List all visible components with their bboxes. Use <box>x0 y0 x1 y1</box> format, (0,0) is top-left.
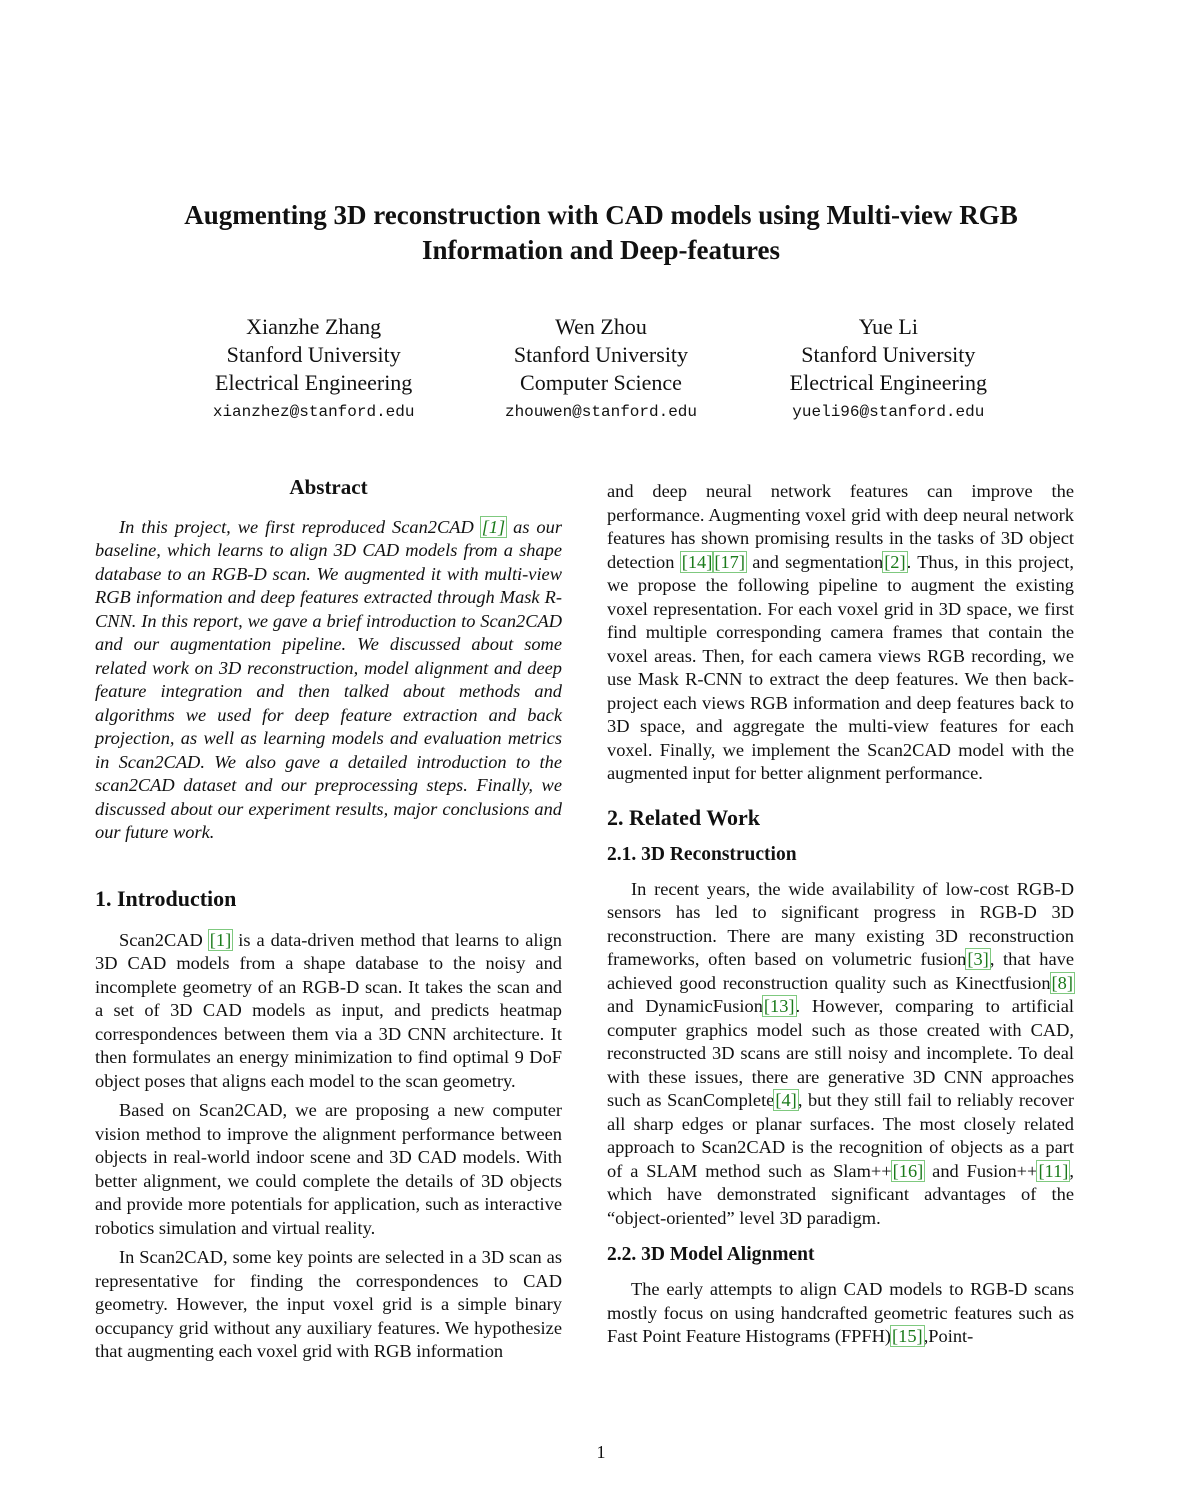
text-part: , that have achieved good reconstruction quality such as Kinectfusion <box>607 949 1074 993</box>
citation-link[interactable]: [14] <box>681 551 713 572</box>
text-part: is a data-driven method that learns to align 3D CAD models from a shape database to the noisy and incomplete geometry of an RGB-D scan. It takes the scan and a set of 3D CAD models as input, and predicts heatmap correspondences between them via a 3D CNN architecture. It then formulates an energy minimization to find optimal 9 DoF object poses that aligns each model to the scan geometry. <box>95 929 562 1091</box>
text-part: and Fusion++ <box>924 1160 1038 1181</box>
text-part: , which have demonstrated significant advantages of the “object-oriented” level 3D paradigm. <box>607 1160 1075 1228</box>
citation-link[interactable]: [3] <box>967 949 989 969</box>
section-heading-introduction: 1. Introduction <box>95 885 237 911</box>
citation-link[interactable]: [13] <box>763 996 795 1016</box>
citation-link[interactable]: [1] <box>209 929 232 950</box>
author-name: Xianzhe Zhang <box>246 314 382 339</box>
related-paragraph-1 <box>607 878 1074 1231</box>
text-part: ,Point- <box>923 1326 974 1346</box>
right-column <box>607 472 1074 1355</box>
citation-link[interactable]: [4] <box>775 1090 797 1110</box>
subsection-heading-3d-reconstruction: 2.1. 3D Reconstruction <box>607 843 797 865</box>
author-department: Electrical Engineering <box>215 370 413 395</box>
text-part: and deep neural network features can improve the performance. Augmenting voxel grid with deep neural network features has shown promising results in the tasks of 3D object detection <box>607 481 1074 572</box>
citation-link[interactable]: [11] <box>1038 1160 1069 1181</box>
citation-link[interactable]: [16] <box>892 1160 924 1181</box>
author-email: zhouwen@stanford.edu <box>504 403 697 421</box>
author-department: Electrical Engineering <box>789 370 987 395</box>
author-name: Wen Zhou <box>555 314 647 339</box>
paper-title <box>120 198 1082 268</box>
author-affiliation: Stanford University <box>513 342 689 367</box>
abstract-text <box>95 516 562 845</box>
related-paragraph-2 <box>607 1278 1074 1349</box>
section-heading-related-work: 2. Related Work <box>607 804 760 830</box>
text-part: and DynamicFusion <box>607 996 763 1016</box>
author-affiliation: Stanford University <box>801 342 976 367</box>
left-column <box>95 472 562 1370</box>
intro-paragraph-3-continued <box>607 480 1074 786</box>
text-part: . However, comparing to artificial computer graphics model such as those created with CAD, reconstructed 3D scans are still noisy and incomplete. To deal with these issues, there are generative 3D CNN approaches such as ScanComplete <box>607 996 1074 1110</box>
author-name: Yue Li <box>858 314 918 339</box>
title-line-2: Information and Deep-features <box>422 235 780 265</box>
author-email: xianzhez@stanford.edu <box>212 403 415 421</box>
text-part: In recent years, the wide availability of low-cost RGB-D sensors has led to significant progress in RGB-D 3D reconstruction. There are many existing 3D reconstruction frameworks, often based on volumetric fusion <box>607 878 1074 969</box>
text-part: and segmentation <box>745 551 884 572</box>
citation-link[interactable]: [1] <box>481 516 506 537</box>
page-number: 1 <box>596 1442 606 1462</box>
author-3 <box>745 313 1032 427</box>
abstract-text-part: In this project, we first reproduced Scan2CAD <box>119 516 481 537</box>
citation-link[interactable]: [8] <box>1051 972 1073 993</box>
text-part: The early attempts to align CAD models to RGB-D scans mostly focus on using handcrafted geometric features such as Fast Point Feature Histograms (FPFH) <box>607 1279 1074 1346</box>
author-email: yueli96@stanford.edu <box>792 403 985 421</box>
abstract-text-part: as our baseline, which learns to align 3D CAD models from a shape database to an RGB-D scan. We augmented it with multi-view RGB information and deep features extracted through Mask R-CNN. In this report, we gave a brief introduction to Scan2CAD and our augmentation pipeline. We discussed about some related work on 3D reconstruction, model alignment and deep feature integration and then talked about methods and algorithms we used for deep feature extraction and back projection, as well as learning models and evaluation metrics in Scan2CAD. We also gave a detailed introduction to the scan2CAD dataset and our preprocessing steps. Finally, we discussed about our experiment results, major conclusions and our future work. <box>95 516 562 842</box>
title-line-1: Augmenting 3D reconstruction with CAD models using Multi-view RGB <box>184 200 1018 230</box>
author-block <box>170 313 1032 427</box>
text-part: . Thus, in this project, we propose the following pipeline to augment the existing voxel representation. For each voxel grid in 3D space, we first find multiple corresponding camera frames that contain the voxel areas. Then, for each camera views RGB recording, we use Mask R-CNN to extract the deep features. We then back-project each views RGB information and deep features back to 3D space, and aggregate the multi-view features for each voxel. Finally, we implement the Scan2CAD model with the augmented input for better alignment performance. <box>607 551 1074 783</box>
author-1 <box>170 313 457 427</box>
intro-paragraph-3: In Scan2CAD, some key points are selected in a 3D scan as representative for finding the correspondences to CAD geometry. However, the input voxel grid is a simple binary occupancy grid without any auxiliary features. We hypothesize that augmenting each voxel grid with RGB information <box>95 1247 562 1361</box>
citation-link[interactable]: [15] <box>892 1326 923 1346</box>
text-part: Scan2CAD <box>119 929 209 950</box>
subsection-heading-3d-model-alignment: 2.2. 3D Model Alignment <box>607 1244 815 1265</box>
intro-paragraph-2: Based on Scan2CAD, we are proposing a new computer vision method to improve the alignment performance between objects in real-world indoor scene and 3D CAD models. With better alignment, we could complete the details of 3D objects and provide more potentials for application, such as interactive robotics simulation and virtual reality. <box>95 1100 562 1238</box>
abstract-heading: Abstract <box>289 475 368 499</box>
citation-link[interactable]: [2] <box>884 551 906 572</box>
citation-link[interactable]: [17] <box>714 551 745 572</box>
author-affiliation: Stanford University <box>226 342 401 367</box>
author-2 <box>457 313 744 427</box>
intro-paragraph-1 <box>95 929 562 1094</box>
text-part: , but they still fail to reliably recover all sharp edges or planar surfaces. The most closely related approach to Scan2CAD is the recognition of objects as a part of a SLAM method such as Slam++ <box>607 1090 1074 1181</box>
author-department: Computer Science <box>520 370 682 395</box>
